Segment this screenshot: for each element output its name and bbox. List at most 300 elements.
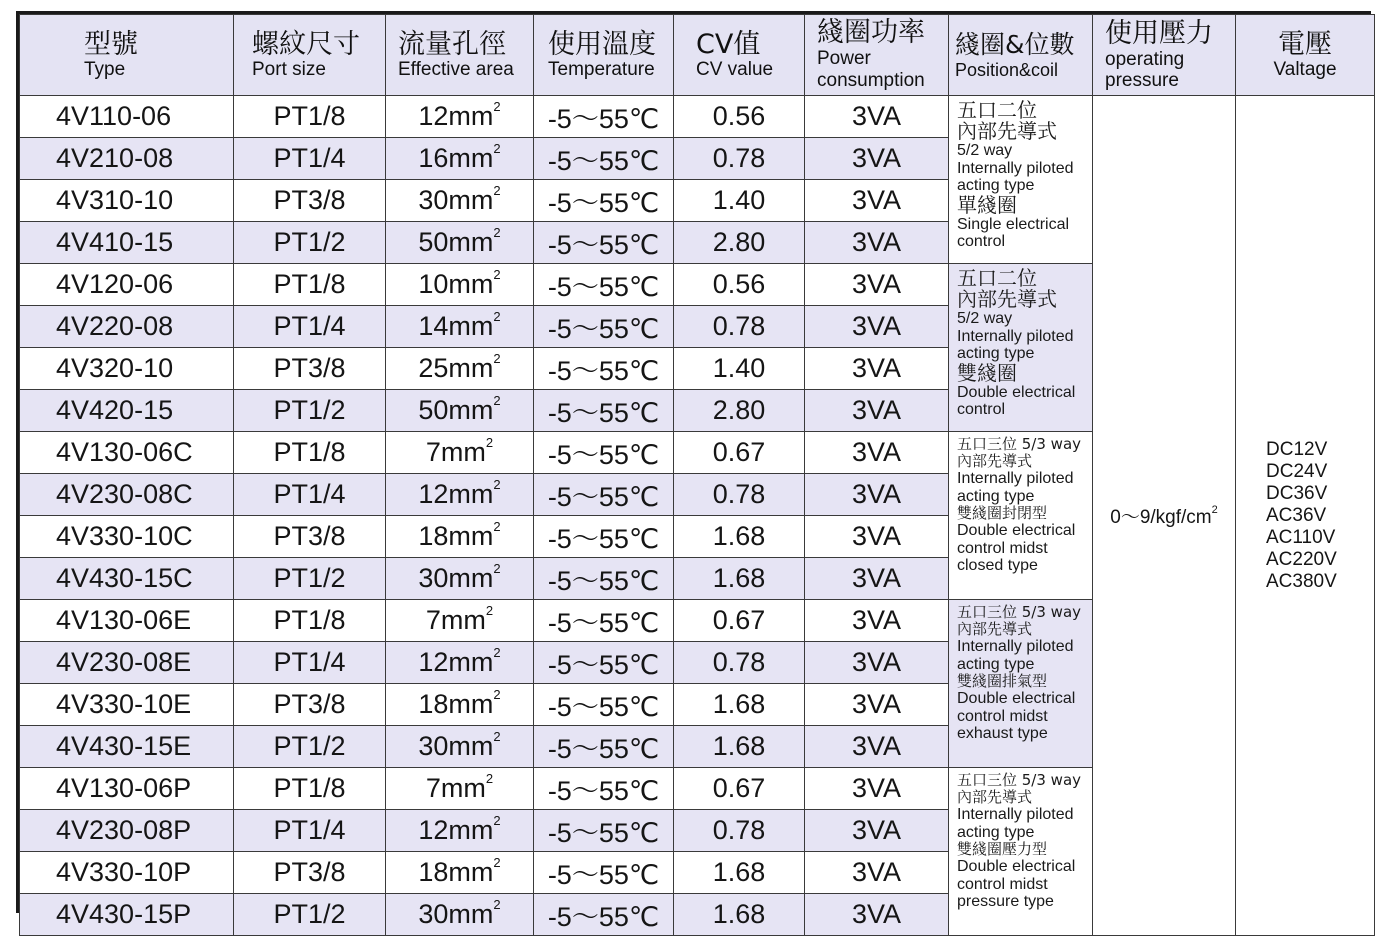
cell-type <box>20 726 234 768</box>
position-coil-line: 五口三位 5/3 way <box>957 771 1082 789</box>
position-coil-line: 雙綫圈封閉型 <box>957 504 1048 522</box>
cell-power-text: 3VA <box>851 185 902 215</box>
cell-voltage-list <box>1236 96 1375 936</box>
cell-effective-area <box>386 306 534 348</box>
voltage-option: AC380V <box>1266 570 1337 592</box>
header-row <box>20 15 1375 96</box>
header-temp-en: Temperature <box>548 59 655 80</box>
cell-effective-area <box>386 432 534 474</box>
cell-power <box>805 600 949 642</box>
cell-cv-value <box>674 96 805 138</box>
cell-power-text: 3VA <box>851 563 902 593</box>
position-coil-line: 雙綫圈壓力型 <box>957 840 1048 858</box>
cell-port-size <box>234 852 386 894</box>
cell-temperature-text: -5～55℃ <box>547 734 660 764</box>
position-coil-line: 內部先導式 <box>957 788 1033 806</box>
cell-effective-area <box>386 96 534 138</box>
area-unit-superscript: 2 <box>493 561 501 576</box>
position-coil-line: 雙綫圈 <box>957 360 1017 385</box>
cell-effective-area <box>386 558 534 600</box>
voltage-option: AC220V <box>1266 548 1337 570</box>
cell-port-size-text: PT3/8 <box>273 857 346 887</box>
position-coil-line: acting type <box>957 823 1035 841</box>
cell-power <box>805 558 949 600</box>
cell-effective-area-text: 18mm <box>418 521 494 551</box>
cell-position-coil <box>949 600 1093 768</box>
cell-cv-value <box>674 138 805 180</box>
cell-cv-value-text: 2.80 <box>712 395 766 425</box>
cell-power <box>805 390 949 432</box>
cell-cv-value <box>674 474 805 516</box>
cell-cv-value <box>674 390 805 432</box>
header-power-en: Power consumption <box>817 48 925 91</box>
area-unit-superscript: 2 <box>485 435 494 450</box>
cell-effective-area-text: 10mm <box>418 269 494 299</box>
cell-cv-value <box>674 432 805 474</box>
cell-port-size <box>234 222 386 264</box>
cell-cv-value <box>674 516 805 558</box>
cell-temperature-text: -5～55℃ <box>547 566 660 596</box>
cell-effective-area-text: 14mm <box>418 311 494 341</box>
position-coil-line: Double electrical <box>957 522 1076 539</box>
voltage-option: DC24V <box>1266 460 1328 482</box>
cell-power <box>805 726 949 768</box>
cell-cv-value-text: 1.40 <box>712 353 766 383</box>
cell-port-size-text: PT1/4 <box>273 479 346 509</box>
position-coil-line: 五口三位 5/3 way <box>957 435 1082 453</box>
position-coil-line: 5/2 way <box>957 142 1013 159</box>
cell-cv-value-text: 0.67 <box>712 605 766 635</box>
cell-effective-area <box>386 348 534 390</box>
cell-temperature <box>534 810 674 852</box>
cell-cv-value-text: 1.68 <box>712 857 766 887</box>
position-coil-line: acting type <box>957 177 1035 194</box>
cell-port-size-text: PT1/2 <box>273 227 346 257</box>
cell-cv-value-text: 1.68 <box>712 731 766 761</box>
position-coil-line: Internally piloted <box>957 638 1074 655</box>
cell-type-text: 4V230-08C <box>56 479 193 509</box>
cell-type <box>20 516 234 558</box>
cell-port-size-text: PT1/2 <box>273 563 346 593</box>
cell-cv-value <box>674 642 805 684</box>
cell-power <box>805 642 949 684</box>
position-coil-line: Internally piloted <box>957 470 1074 487</box>
cell-temperature-text: -5～55℃ <box>547 314 660 344</box>
position-coil-line: control <box>957 401 1006 418</box>
position-coil-line: 五口三位 5/3 way <box>957 603 1082 621</box>
cell-type-text: 4V330-10C <box>56 521 193 551</box>
cell-port-size <box>234 768 386 810</box>
cell-effective-area <box>386 768 534 810</box>
header-pressure-cn: 使用壓力 <box>1105 18 1213 49</box>
position-coil-line: 五口二位 <box>957 266 1037 290</box>
cell-type <box>20 180 234 222</box>
cell-temperature <box>534 138 674 180</box>
cell-effective-area-text: 12mm <box>418 815 494 845</box>
cell-effective-area-text: 18mm <box>418 857 494 887</box>
cell-type-text: 4V220-08 <box>56 311 174 341</box>
cell-port-size-text: PT1/2 <box>273 899 346 929</box>
cell-effective-area <box>386 852 534 894</box>
header-area-cn: 流量孔徑 <box>398 29 506 60</box>
cell-temperature <box>534 642 674 684</box>
cell-port-size-text: PT3/8 <box>273 353 346 383</box>
cell-cv-value <box>674 558 805 600</box>
area-unit-superscript: 2 <box>493 225 501 240</box>
cell-port-size-text: PT1/4 <box>273 143 346 173</box>
position-coil-line: Double electrical <box>957 858 1076 875</box>
cell-power-text: 3VA <box>851 521 902 551</box>
area-unit-superscript: 2 <box>485 771 494 786</box>
cell-power <box>805 180 949 222</box>
cell-power <box>805 768 949 810</box>
cell-cv-value-text: 2.80 <box>712 227 766 257</box>
voltage-option: AC36V <box>1266 504 1327 526</box>
cell-port-size-text: PT3/8 <box>273 689 346 719</box>
cell-temperature-text: -5～55℃ <box>547 776 660 806</box>
cell-effective-area <box>386 516 534 558</box>
cell-port-size <box>234 390 386 432</box>
cell-port-size <box>234 306 386 348</box>
cell-effective-area-text: 50mm <box>418 227 494 257</box>
cell-power-text: 3VA <box>851 353 902 383</box>
operating-pressure-value: 0～9/kgf/cm <box>1110 507 1212 528</box>
cell-temperature <box>534 222 674 264</box>
cell-effective-area-text: 30mm <box>418 731 494 761</box>
cell-power-text: 3VA <box>851 143 902 173</box>
cell-effective-area <box>386 390 534 432</box>
cell-type-text: 4V110-06 <box>56 101 172 131</box>
header-port-cn: 螺紋尺寸 <box>252 29 360 60</box>
cell-cv-value <box>674 306 805 348</box>
position-coil-line: Single electrical <box>957 215 1070 233</box>
cell-cv-value-text: 1.68 <box>712 899 766 929</box>
cell-power-text: 3VA <box>851 479 902 509</box>
position-coil-line: Internally piloted <box>957 806 1074 823</box>
cell-temperature <box>534 768 674 810</box>
position-coil-line: closed type <box>957 557 1038 574</box>
cell-type-text: 4V230-08E <box>56 647 192 677</box>
cell-temperature <box>534 96 674 138</box>
cell-power <box>805 96 949 138</box>
cell-effective-area <box>386 600 534 642</box>
cell-port-size <box>234 810 386 852</box>
table-row <box>20 96 1375 138</box>
area-unit-superscript: 2 <box>493 141 501 156</box>
position-coil-line: 內部先導式 <box>957 119 1057 143</box>
position-coil-line: Double electrical <box>957 383 1076 401</box>
position-coil-line: 單綫圈 <box>957 192 1017 217</box>
cell-port-size-text: PT1/4 <box>273 647 346 677</box>
cell-type-text: 4V230-08P <box>56 815 192 845</box>
cell-temperature-text: -5～55℃ <box>547 188 660 218</box>
position-coil-line: control midst <box>957 875 1048 893</box>
area-unit-superscript: 2 <box>493 351 501 366</box>
valve-spec-table <box>19 14 1375 936</box>
position-coil-line: Double electrical <box>957 690 1076 707</box>
cell-power-text: 3VA <box>851 269 902 299</box>
cell-effective-area-text: 12mm <box>418 647 494 677</box>
cell-port-size-text: PT1/8 <box>273 773 346 803</box>
cell-effective-area-text: 16mm <box>418 143 494 173</box>
area-unit-superscript: 2 <box>493 813 501 828</box>
cell-effective-area <box>386 180 534 222</box>
position-coil-line: 內部先導式 <box>957 287 1057 311</box>
cell-effective-area-text: 12mm <box>418 101 494 131</box>
spec-table-frame <box>16 11 1371 932</box>
cell-power <box>805 684 949 726</box>
cell-type <box>20 852 234 894</box>
cell-port-size-text: PT1/8 <box>273 101 346 131</box>
cell-operating-pressure <box>1093 96 1236 936</box>
area-unit-superscript: 2 <box>493 183 501 198</box>
position-coil-line: 雙綫圈排氣型 <box>957 672 1048 690</box>
cell-cv-value-text: 0.56 <box>712 269 766 299</box>
cell-power-text: 3VA <box>851 101 902 131</box>
cell-temperature-text: -5～55℃ <box>547 524 660 554</box>
cell-position-coil <box>949 264 1093 432</box>
header-power-cn: 綫圈功率 <box>817 17 925 48</box>
cell-port-size <box>234 264 386 306</box>
cell-effective-area-text: 18mm <box>418 689 494 719</box>
cell-power-text: 3VA <box>851 773 902 803</box>
cell-type-text: 4V210-08 <box>56 143 174 173</box>
cell-power <box>805 222 949 264</box>
header-pressure-en: operating pressure <box>1105 49 1185 91</box>
cell-cv-value <box>674 852 805 894</box>
header-pressure <box>1093 15 1236 96</box>
cell-type-text: 4V130-06E <box>56 605 192 635</box>
table-body <box>20 96 1375 936</box>
cell-port-size <box>234 474 386 516</box>
header-cv-en: CV value <box>696 59 774 80</box>
cell-cv-value-text: 1.68 <box>712 689 766 719</box>
cell-effective-area-text: 7mm <box>425 773 486 803</box>
cell-effective-area-text: 30mm <box>418 563 494 593</box>
header-voltage-en: Valtage <box>1273 59 1337 80</box>
cell-effective-area <box>386 222 534 264</box>
cell-temperature <box>534 684 674 726</box>
cell-cv-value <box>674 264 805 306</box>
cell-power-text: 3VA <box>851 395 902 425</box>
cell-port-size <box>234 726 386 768</box>
voltage-option: AC110V <box>1266 526 1336 548</box>
cell-type-text: 4V310-10 <box>56 185 174 215</box>
cell-effective-area <box>386 894 534 936</box>
cell-port-size-text: PT1/4 <box>273 815 346 845</box>
header-power <box>805 15 949 96</box>
pressure-unit-superscript: 2 <box>1211 504 1218 516</box>
cell-power-text: 3VA <box>851 437 902 467</box>
cell-power-text: 3VA <box>851 731 902 761</box>
cell-type-text: 4V410-15 <box>56 227 174 257</box>
cell-effective-area-text: 50mm <box>418 395 494 425</box>
cell-type <box>20 474 234 516</box>
cell-temperature <box>534 852 674 894</box>
cell-cv-value <box>674 600 805 642</box>
cell-position-coil <box>949 768 1093 936</box>
cell-power <box>805 894 949 936</box>
header-voltage-cn: 電壓 <box>1278 29 1332 60</box>
header-type-en: Type <box>84 59 126 80</box>
cell-type <box>20 306 234 348</box>
cell-temperature-text: -5～55℃ <box>547 692 660 722</box>
cell-port-size-text: PT1/4 <box>273 311 346 341</box>
header-area <box>386 15 534 96</box>
area-unit-superscript: 2 <box>493 267 501 282</box>
header-port-en: Port size <box>252 59 326 80</box>
cell-cv-value-text: 0.67 <box>712 437 766 467</box>
cell-temperature <box>534 558 674 600</box>
header-type <box>20 15 234 96</box>
cell-cv-value <box>674 348 805 390</box>
cell-temperature <box>534 726 674 768</box>
cell-power <box>805 348 949 390</box>
cell-cv-value <box>674 768 805 810</box>
cell-effective-area <box>386 474 534 516</box>
cell-temperature <box>534 432 674 474</box>
cell-port-size <box>234 180 386 222</box>
cell-type <box>20 558 234 600</box>
cell-effective-area <box>386 810 534 852</box>
cell-port-size-text: PT3/8 <box>273 185 346 215</box>
cell-temperature-text: -5～55℃ <box>547 860 660 890</box>
cell-cv-value-text: 1.68 <box>712 563 766 593</box>
cell-power <box>805 516 949 558</box>
cell-port-size <box>234 600 386 642</box>
cell-temperature-text: -5～55℃ <box>547 482 660 512</box>
cell-type <box>20 684 234 726</box>
cell-cv-value <box>674 684 805 726</box>
cell-cv-value-text: 0.78 <box>712 479 766 509</box>
cell-power <box>805 264 949 306</box>
cell-power <box>805 306 949 348</box>
position-coil-line: Internally piloted <box>957 327 1074 345</box>
header-area-en: Effective area <box>398 59 514 80</box>
cell-cv-value-text: 0.78 <box>712 815 766 845</box>
header-position-cn: 綫圈&位數 <box>955 30 1075 59</box>
cell-cv-value-text: 0.78 <box>712 143 766 173</box>
cell-temperature <box>534 306 674 348</box>
cell-temperature-text: -5～55℃ <box>547 608 660 638</box>
cell-temperature-text: -5～55℃ <box>547 104 660 134</box>
cell-port-size <box>234 558 386 600</box>
cell-cv-value <box>674 726 805 768</box>
cell-effective-area <box>386 138 534 180</box>
cell-effective-area-text: 30mm <box>418 899 494 929</box>
area-unit-superscript: 2 <box>493 393 501 408</box>
cell-temperature <box>534 264 674 306</box>
area-unit-superscript: 2 <box>493 519 501 534</box>
cell-temperature-text: -5～55℃ <box>547 398 660 428</box>
area-unit-superscript: 2 <box>493 645 501 660</box>
header-port <box>234 15 386 96</box>
cell-port-size-text: PT1/8 <box>273 605 346 635</box>
header-type-cn: 型號 <box>84 29 138 60</box>
cell-type-text: 4V130-06C <box>56 437 193 467</box>
cell-type <box>20 96 234 138</box>
cell-power-text: 3VA <box>851 647 902 677</box>
cell-temperature-text: -5～55℃ <box>547 818 660 848</box>
cell-port-size-text: PT1/2 <box>273 731 346 761</box>
cell-type <box>20 348 234 390</box>
header-position-en: Position&coil <box>955 60 1059 80</box>
cell-temperature <box>534 180 674 222</box>
cell-cv-value <box>674 810 805 852</box>
header-position <box>949 15 1093 96</box>
cell-temperature-text: -5～55℃ <box>547 356 660 386</box>
cell-power <box>805 852 949 894</box>
cell-power-text: 3VA <box>851 689 902 719</box>
cell-effective-area-text: 7mm <box>425 437 486 467</box>
position-coil-line: exhaust type <box>957 725 1048 742</box>
cell-port-size-text: PT1/2 <box>273 395 346 425</box>
cell-power-text: 3VA <box>851 605 902 635</box>
area-unit-superscript: 2 <box>493 477 501 492</box>
cell-cv-value-text: 0.56 <box>712 101 766 131</box>
cell-port-size-text: PT1/8 <box>273 437 346 467</box>
cell-power <box>805 138 949 180</box>
cell-temperature-text: -5～55℃ <box>547 272 660 302</box>
cell-cv-value-text: 1.68 <box>712 521 766 551</box>
cell-temperature-text: -5～55℃ <box>547 230 660 260</box>
cell-power <box>805 474 949 516</box>
cell-effective-area <box>386 642 534 684</box>
cell-effective-area-text: 30mm <box>418 185 494 215</box>
cell-power <box>805 810 949 852</box>
cell-cv-value-text: 0.78 <box>712 647 766 677</box>
cell-port-size-text: PT1/8 <box>273 269 346 299</box>
cell-port-size <box>234 348 386 390</box>
cell-temperature <box>534 516 674 558</box>
header-temp-cn: 使用溫度 <box>548 29 656 60</box>
cell-type-text: 4V120-06 <box>56 269 174 299</box>
cell-cv-value-text: 0.78 <box>712 311 766 341</box>
position-coil-line: 五口二位 <box>957 98 1037 122</box>
cell-type-text: 4V330-10E <box>56 689 192 719</box>
cell-cv-value <box>674 894 805 936</box>
area-unit-superscript: 2 <box>493 855 501 870</box>
cell-temperature <box>534 390 674 432</box>
area-unit-superscript: 2 <box>493 729 501 744</box>
cell-temperature <box>534 600 674 642</box>
cell-port-size <box>234 642 386 684</box>
header-cv <box>674 15 805 96</box>
cell-effective-area <box>386 264 534 306</box>
cell-power-text: 3VA <box>851 815 902 845</box>
cell-type-text: 4V420-15 <box>56 395 174 425</box>
cell-port-size <box>234 432 386 474</box>
position-coil-line: control midst <box>957 707 1048 725</box>
cell-cv-value-text: 0.67 <box>712 773 766 803</box>
cell-port-size <box>234 516 386 558</box>
cell-position-coil <box>949 96 1093 264</box>
cell-effective-area-text: 25mm <box>418 353 494 383</box>
cell-port-size-text: PT3/8 <box>273 521 346 551</box>
cell-type <box>20 264 234 306</box>
header-voltage <box>1236 15 1375 96</box>
cell-temperature <box>534 348 674 390</box>
cell-power-text: 3VA <box>851 899 902 929</box>
cell-type <box>20 600 234 642</box>
cell-power-text: 3VA <box>851 311 902 341</box>
position-coil-line: acting type <box>957 487 1035 505</box>
cell-port-size <box>234 894 386 936</box>
cell-type-text: 4V430-15P <box>56 899 192 929</box>
cell-temperature-text: -5～55℃ <box>547 902 660 932</box>
area-unit-superscript: 2 <box>493 897 501 912</box>
cell-cv-value <box>674 222 805 264</box>
